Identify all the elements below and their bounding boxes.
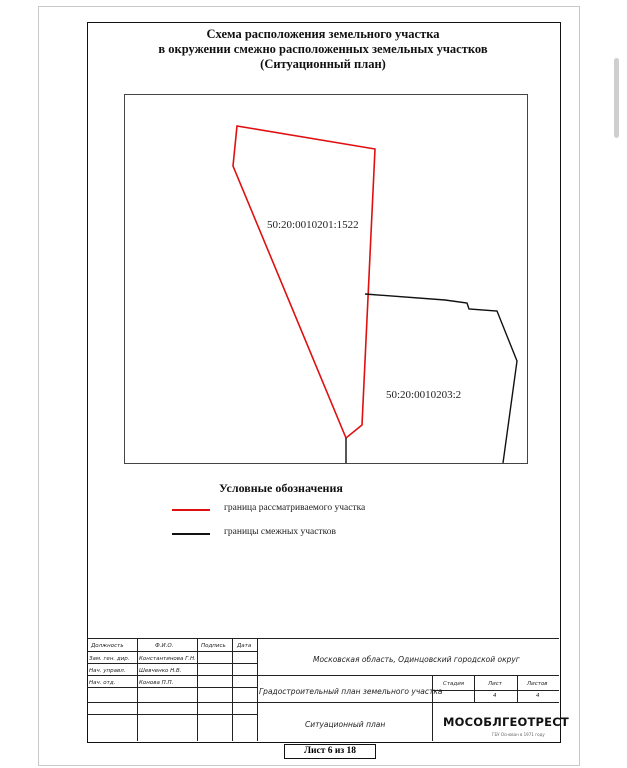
row-position: Нач. управл. (89, 668, 126, 674)
stamp-line (474, 675, 475, 702)
stamp-line (517, 675, 518, 702)
legend-label-main: граница рассматриваемого участка (224, 503, 366, 513)
sheet-number: Лист 6 из 18 (284, 744, 376, 759)
stage-header: Стадия (443, 681, 465, 687)
sheet-header: Лист (488, 681, 502, 687)
row-position: Нач. отд. (89, 680, 116, 686)
stamp-line (232, 638, 233, 741)
sheets-header: Листов (527, 681, 548, 687)
legend-title: Условные обозначения (219, 481, 343, 495)
red-line-swatch (172, 509, 210, 511)
stamp-line (257, 638, 258, 741)
stamp-line (87, 702, 559, 703)
stamp-line (87, 675, 559, 676)
header-date: Дата (237, 643, 252, 649)
row-position: Зам. ген. дир. (89, 656, 130, 662)
stamp-line (432, 690, 559, 691)
map-drawing (125, 95, 527, 463)
title-line-2: в окружении смежно расположенных земельных участков (158, 42, 488, 56)
main-parcel-label: 50:20:0010201:1522 (267, 219, 359, 231)
main-parcel-boundary (233, 126, 375, 438)
stamp-line (432, 675, 433, 741)
company-logo: МОСОБЛГЕОТРЕСТ (443, 715, 569, 729)
adjacent-parcel-boundary (365, 294, 517, 463)
header-signature: Подпись (201, 643, 226, 649)
row-name: Конова П.П. (139, 680, 174, 686)
adjacent-parcel-label: 50:20:0010203:2 (386, 389, 462, 401)
stamp-line (197, 638, 198, 741)
legend-label-adjacent: границы смежных участков (224, 527, 336, 537)
row-name: Шевченко Н.В. (139, 668, 182, 674)
row-name: Константинова Г.Н. (139, 656, 196, 662)
section-name: Ситуационный план (305, 720, 386, 729)
location-text: Московская область, Одинцовский городской округ (313, 655, 520, 664)
black-line-swatch (172, 533, 210, 535)
stamp-line (87, 638, 559, 639)
page-title (87, 27, 559, 72)
title-line-1: Схема расположения земельного участка (206, 27, 440, 41)
sheets-value: 4 (536, 693, 540, 699)
stamp-line (137, 638, 138, 741)
document-name: Градостроительный план земельного участка (259, 687, 443, 696)
scrollbar[interactable] (614, 58, 619, 138)
company-subtitle: ГБУ Основан в 1971 году (492, 732, 545, 737)
header-position: Должность (91, 643, 124, 649)
situation-map (124, 94, 528, 464)
sheet-value: 4 (493, 693, 497, 699)
title-line-3: (Ситуационный план) (260, 57, 386, 71)
header-name: Ф.И.О. (155, 643, 174, 649)
